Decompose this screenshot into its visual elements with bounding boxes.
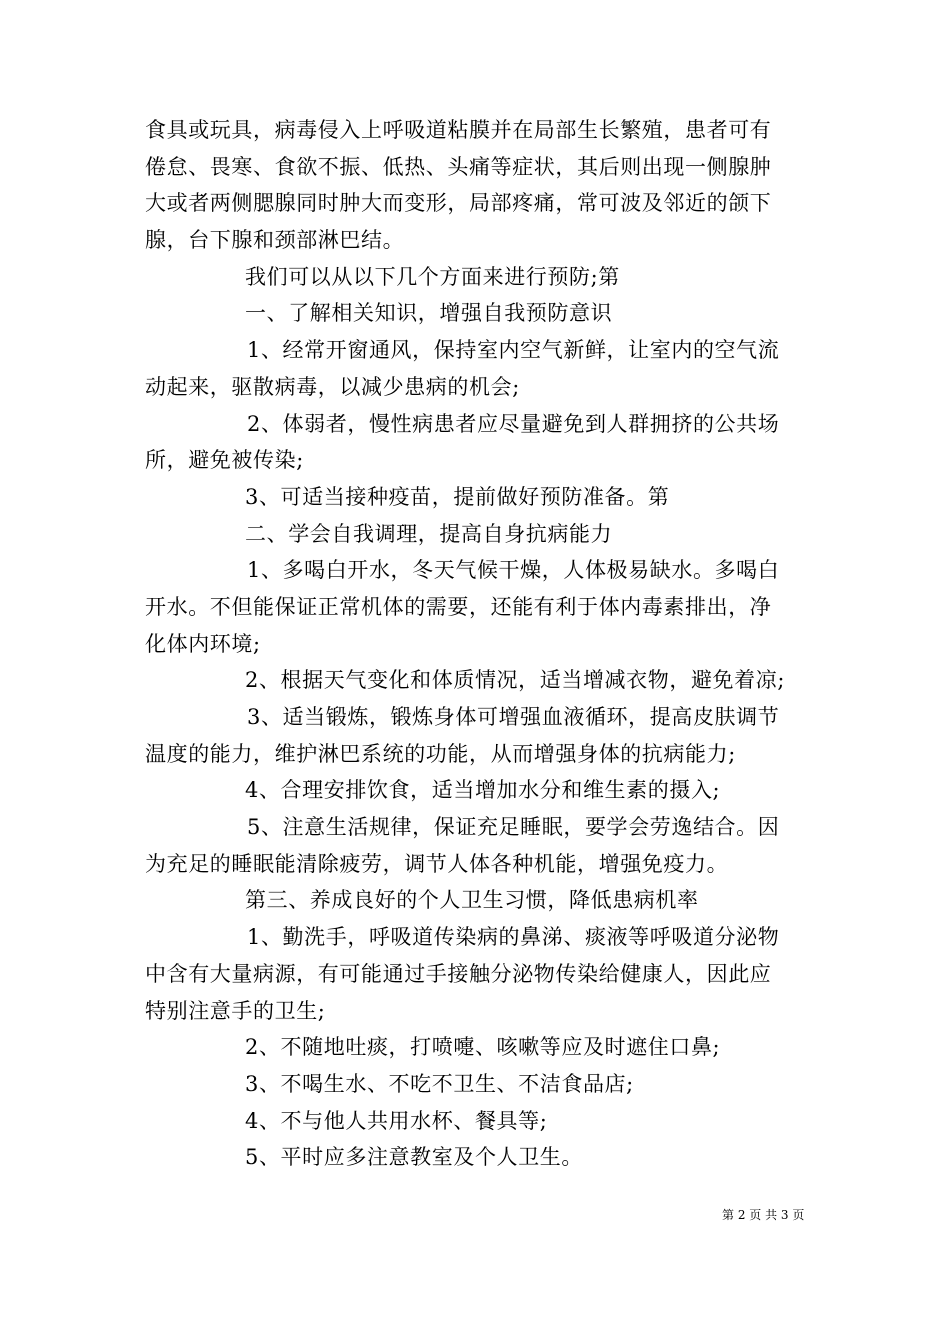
document-body	[145, 112, 809, 1176]
list-item: 3、适当锻炼，锻炼身体可增强血液循环，提高皮肤调节	[247, 705, 780, 729]
text-line: 中含有大量病源，有可能通过手接触分泌物传染给健康人，因此应	[145, 961, 772, 986]
section-heading: 二、学会自我调理，提高自身抗病能力	[245, 521, 613, 546]
list-item: 2、根据天气变化和体质情况，适当增减衣物，避免着凉;	[245, 668, 786, 693]
list-item: 1、多喝白开水，冬天气候干燥，人体极易缺水。多喝白	[247, 558, 780, 583]
text-line: 大或者两侧腮腺同时肿大而变形，局部疼痛，常可波及邻近的颌下	[145, 191, 772, 216]
text-line: 动起来，驱散病毒，以减少患病的机会;	[145, 374, 520, 399]
list-item: 2、体弱者，慢性病患者应尽量避免到人群拥挤的公共场	[247, 411, 780, 436]
list-item: 1、勤洗手，呼吸道传染病的鼻涕、痰液等呼吸道分泌物	[247, 925, 780, 950]
text-line: 特别注意手的卫生;	[145, 998, 326, 1023]
section-heading: 第三、养成良好的个人卫生习惯，降低患病机率	[245, 888, 699, 913]
section-heading: 一、了解相关知识，增强自我预防意识	[245, 301, 613, 326]
list-item: 5、平时应多注意教室及个人卫生。	[245, 1145, 583, 1170]
text-line: 温度的能力，维护淋巴系统的功能，从而增强身体的抗病能力;	[145, 741, 736, 766]
list-item: 3、可适当接种疫苗，提前做好预防准备。第	[245, 484, 670, 509]
text-line: 我们可以从以下几个方面来进行预防;第	[245, 264, 620, 289]
list-item: 4、合理安排饮食，适当增加水分和维生素的摄入;	[245, 778, 721, 803]
page-number-footer: 第 2 页 共 3 页	[722, 1208, 805, 1222]
list-item: 5、注意生活规律，保证充足睡眠，要学会劳逸结合。因	[247, 815, 780, 840]
text-line: 开水。不但能保证正常机体的需要，还能有利于体内毒素排出，净	[145, 594, 772, 619]
text-line: 腺，台下腺和颈部淋巴结。	[145, 228, 405, 253]
text-line: 食具或玩具，病毒侵入上呼吸道粘膜并在局部生长繁殖，患者可有	[145, 118, 772, 142]
list-item: 2、不随地吐痰，打喷嚏、咳嗽等应及时遮住口鼻;	[245, 1035, 721, 1060]
text-line: 倦怠、畏寒、食欲不振、低热、头痛等症状，其后则出现一侧腺肿	[145, 154, 772, 179]
list-item: 1、经常开窗通风，保持室内空气新鲜，让室内的空气流	[247, 338, 780, 363]
text-line: 为充足的睡眠能清除疲劳，调节人体各种机能，增强免疫力。	[145, 851, 729, 876]
list-item: 3、不喝生水、不吃不卫生、不洁食品店;	[245, 1071, 634, 1096]
text-line: 化体内环境;	[145, 631, 261, 656]
list-item: 4、不与他人共用水杯、餐具等;	[245, 1108, 548, 1133]
text-line: 所，避免被传染;	[145, 448, 304, 473]
